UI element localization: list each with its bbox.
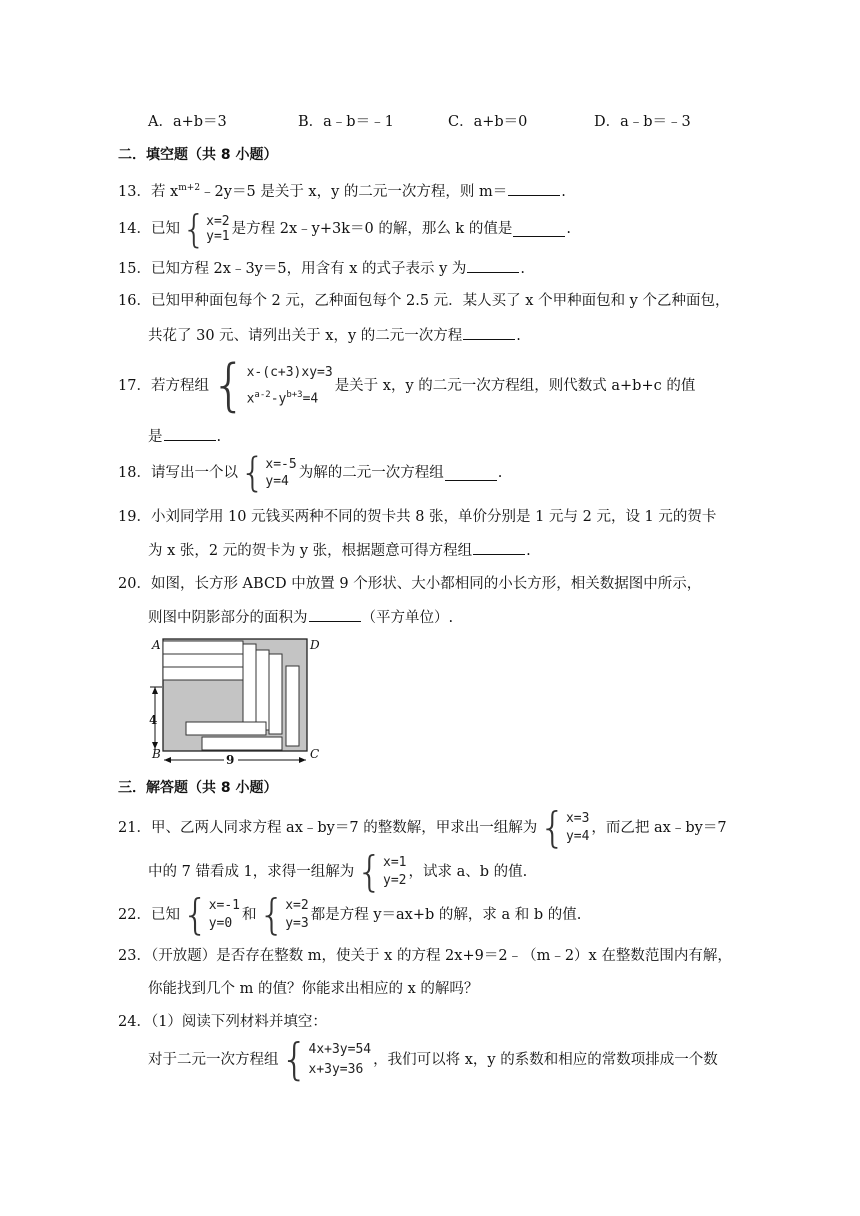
answer-blank[interactable]: [164, 426, 216, 441]
arrow-up-icon: [152, 687, 158, 694]
q22-post: 都是方程 y＝ax+b 的解，求 a 和 b 的值.: [310, 907, 582, 923]
answer-blank[interactable]: [463, 325, 515, 340]
sys-exponent: a-2: [254, 389, 271, 400]
answer-blank[interactable]: [467, 258, 519, 273]
q24-post: ，我们可以将 x，y 的系数和相应的常数项排成一个数: [373, 1052, 718, 1068]
question-21-line1: [118, 803, 727, 852]
small-rectangle: [256, 650, 269, 730]
sys-line: y=0: [208, 916, 233, 931]
question-17: [118, 353, 696, 418]
small-rectangle: [163, 667, 243, 680]
corner-label-d: D: [310, 638, 320, 652]
small-rectangle: [243, 644, 256, 724]
sys-line: x=2: [206, 214, 230, 229]
brace-icon: {: [210, 353, 247, 418]
answer-blank[interactable]: [309, 607, 361, 622]
q20-line2: 则图中阴影部分的面积为: [148, 610, 308, 626]
rectangle-figure: [140, 630, 325, 766]
brace-icon: {: [356, 847, 384, 896]
sys-line: y=4: [565, 829, 590, 844]
sys-line: [247, 384, 333, 410]
sys-line: x=-5: [265, 457, 297, 472]
sys-line: y=1: [206, 229, 230, 244]
brace-icon: {: [181, 207, 207, 251]
small-rectangle: [163, 641, 243, 654]
question-24-line2: [148, 1036, 718, 1084]
sys-line: x=1: [383, 855, 407, 870]
brace-icon: {: [181, 890, 209, 939]
small-rectangle: [202, 737, 282, 750]
question-19-line1: 19．小刘同学用 10 元钱买两种不同的贺卡共 8 张，单价分别是 1 元与 2 元，设 1 元的贺卡: [118, 509, 717, 525]
question-24-line1: 24．（1）阅读下列材料并填空：: [118, 1014, 327, 1030]
section-title-fill-blank: 二．填空题（共 8 小题）: [118, 147, 278, 163]
q13-exponent: m+2: [178, 183, 201, 193]
question-16-line2: [148, 325, 521, 346]
q14-pre: 14．已知: [118, 221, 180, 237]
equation-system: [210, 353, 333, 418]
question-20-line2: [148, 607, 453, 628]
q19-end: .: [526, 543, 531, 559]
equation-system: [280, 1034, 372, 1085]
question-23-line1: 23．（开放题）是否存在整数 m，使关于 x 的方程 2x+9＝2﹣（m﹣2）x 在整数范围内有解，: [118, 948, 732, 964]
answer-blank[interactable]: [513, 222, 565, 237]
sys-line: y=3: [285, 916, 309, 931]
q14-end: .: [566, 221, 571, 237]
q18-end: .: [497, 465, 503, 481]
q16-line2: 共花了 30 元、请列出关于 x，y 的二元一次方程: [148, 328, 463, 344]
equation-system: [181, 890, 240, 939]
option-d: D．a﹣b＝﹣3: [594, 114, 691, 130]
q21-line2-pre: 中的 7 错看成 1，求得一组解为: [148, 864, 355, 880]
answer-blank[interactable]: [473, 540, 525, 555]
q13-end: .: [561, 183, 566, 200]
equation-system: [239, 450, 297, 496]
q21-post: ，而乙把 ax﹣by＝7: [591, 820, 727, 836]
q16-end: .: [516, 328, 521, 344]
question-19-line2: [148, 540, 531, 561]
small-rectangle: [269, 654, 282, 734]
sys-line: x=3: [565, 811, 590, 826]
label-bottom-length: 9: [226, 753, 235, 766]
question-15: [118, 258, 525, 279]
equation-system: [181, 207, 230, 251]
q21-pre: 21．甲、乙两人同求方程 ax﹣by＝7 的整数解，甲求出一组解为: [118, 820, 538, 836]
brace-icon: {: [239, 450, 266, 496]
small-rectangle: [286, 666, 299, 746]
q19-line2: 为 x 张，2 元的贺卡为 y 张，根据题意可得方程组: [148, 543, 473, 559]
q15-text: 15．已知方程 2x﹣3y＝5，用含有 x 的式子表示 y 为: [118, 261, 467, 277]
question-23-line2: 你能找到几个 m 的值？你能求出相应的 x 的解吗？: [148, 981, 479, 997]
section-title-solve: 三．解答题（共 8 小题）: [118, 780, 278, 796]
brace-icon: {: [280, 1034, 309, 1085]
q18-pre: 18．请写出一个以: [118, 465, 238, 481]
q17-pre: 17．若方程组: [118, 378, 209, 394]
question-16-line1: 16．已知甲种面包每个 2 元，乙种面包每个 2.5 元．某人买了 x 个甲种面包和 y 个乙种面包，: [118, 293, 730, 309]
q21-line2-post: ，试求 a、b 的值.: [408, 864, 528, 880]
sys-line: x+3y=36: [308, 1062, 364, 1077]
answer-blank[interactable]: [508, 181, 560, 196]
label-side-length: 4: [149, 713, 158, 727]
q14-post: 是方程 2x﹣y+3k＝0 的解，那么 k 的值是: [231, 221, 513, 237]
question-21-line2: [148, 847, 528, 896]
question-22: [118, 890, 582, 939]
small-rectangle: [186, 722, 266, 735]
sys-term: =4: [302, 391, 319, 407]
sys-term: -y: [270, 391, 287, 407]
corner-label-b: B: [152, 747, 161, 761]
q22-mid: 和: [242, 907, 257, 923]
question-14: [118, 207, 571, 251]
q17-end: .: [216, 429, 222, 445]
sys-exponent: b+3: [286, 389, 303, 400]
q15-end: .: [520, 261, 526, 277]
question-20-line1: 20．如图，长方形 ABCD 中放置 9 个形状、大小都相同的小长方形，相关数据图中所示，: [118, 576, 702, 592]
sys-line: x-(c+3)xy=3: [246, 364, 333, 380]
sys-line: x=-1: [208, 898, 240, 913]
arrow-left-icon: [164, 757, 171, 763]
brace-icon: {: [258, 890, 286, 939]
arrow-right-icon: [299, 757, 306, 763]
option-a: A．a+b＝3: [148, 114, 227, 130]
q20-post: （平方单位）.: [361, 610, 454, 626]
option-c: C．a+b＝0: [448, 114, 528, 130]
sys-term: x: [246, 391, 255, 407]
equation-system: [356, 847, 407, 896]
question-13: [118, 178, 566, 202]
sys-line: x=2: [285, 898, 309, 913]
corner-label-c: C: [310, 747, 320, 761]
q13-post: ﹣2y＝5 是关于 x，y 的二元一次方程，则 m＝: [200, 183, 508, 200]
sys-line: 4x+3y=54: [308, 1042, 372, 1057]
q17-post: 是关于 x，y 的二元一次方程组，则代数式 a+b+c 的值: [334, 378, 696, 394]
small-rectangle: [163, 654, 243, 667]
brace-icon: {: [539, 803, 566, 852]
sys-line: y=4: [265, 474, 289, 489]
q24-pre: 对于二元一次方程组: [148, 1052, 279, 1068]
equation-system: [539, 803, 590, 852]
q22-pre: 22．已知: [118, 907, 180, 923]
answer-blank[interactable]: [445, 466, 497, 481]
q18-post: 为解的二元一次方程组: [298, 465, 444, 481]
q17-line2: 是: [148, 429, 163, 445]
corner-label-a: A: [152, 638, 161, 652]
equation-system: [258, 890, 309, 939]
question-18: [118, 452, 502, 494]
sys-line: y=2: [383, 873, 407, 888]
q13-pre: 13．若 x: [118, 183, 179, 200]
question-17-line2: [148, 426, 221, 447]
option-b: B．a﹣b＝﹣1: [298, 114, 394, 130]
